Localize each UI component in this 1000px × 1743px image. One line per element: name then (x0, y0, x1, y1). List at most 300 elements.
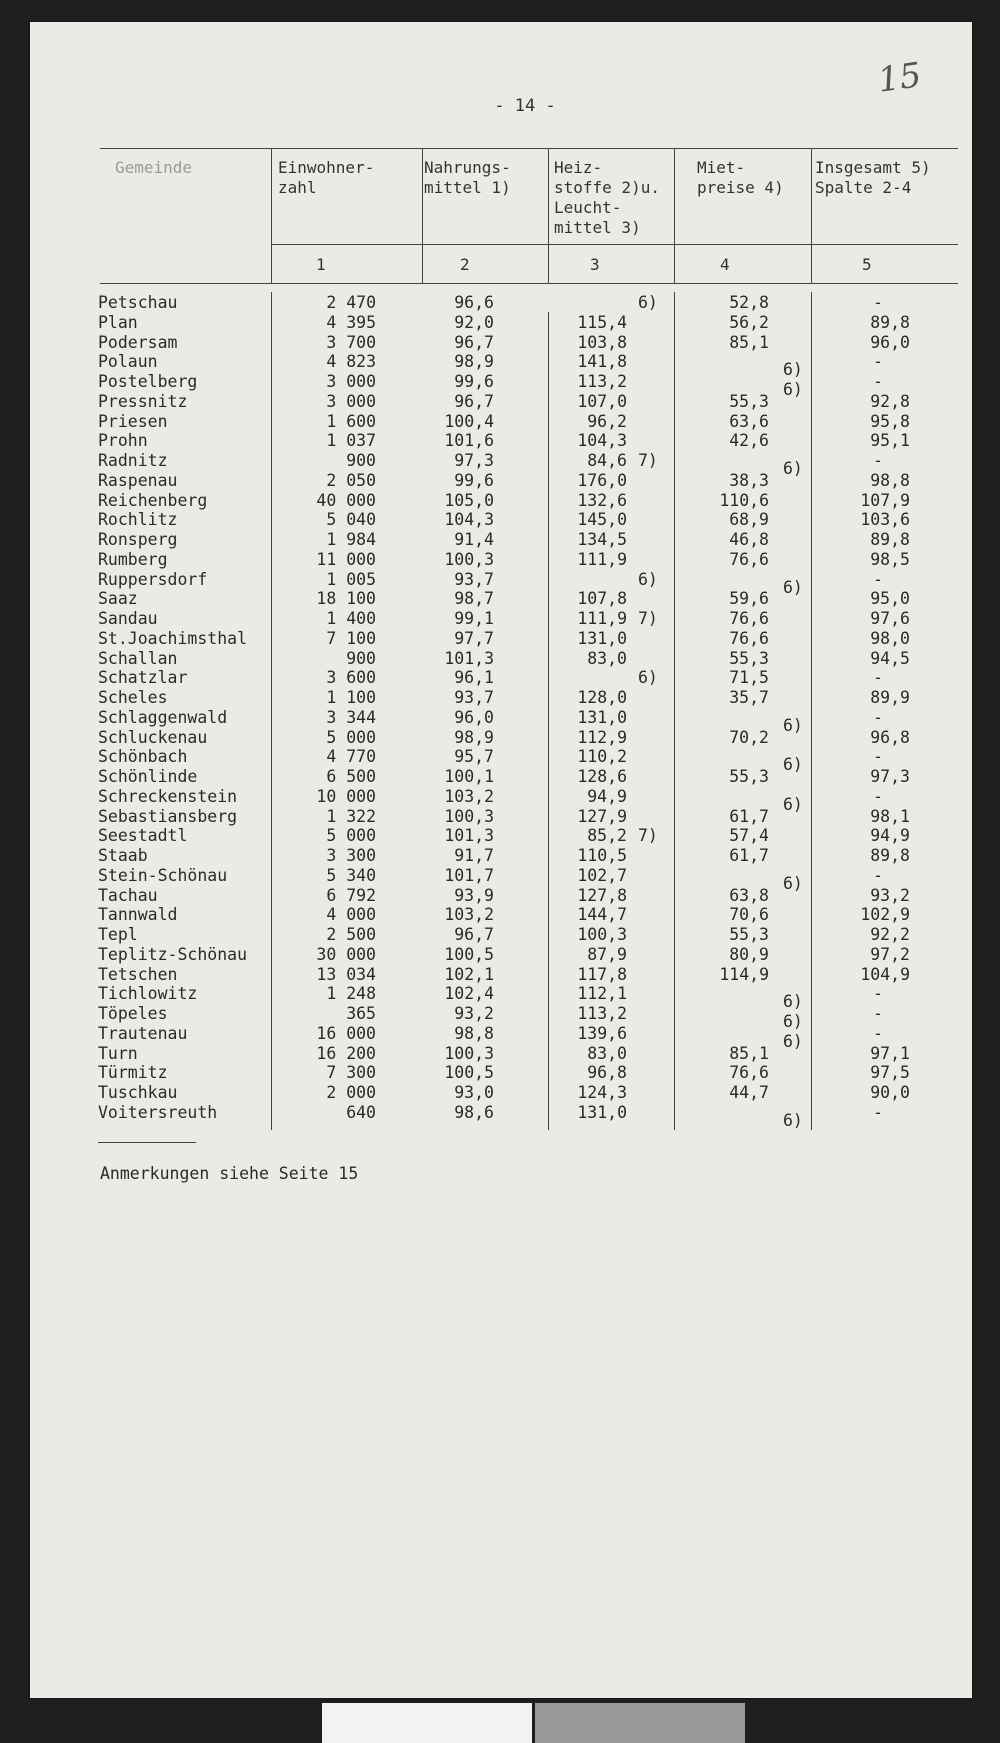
nahrungsmittel-cell: 93,9 (454, 885, 494, 905)
mietpreise-note: 6) (783, 1031, 803, 1051)
table-row (0, 905, 1000, 925)
einwohnerzahl-cell: 4 770 (326, 747, 376, 767)
insgesamt-cell: - (873, 747, 883, 767)
heizstoffe-cell: 84,6 (587, 451, 627, 470)
calibration-strip-white (322, 1703, 532, 1743)
insgesamt-cell: 92,2 (870, 925, 910, 944)
table-row (0, 1004, 1000, 1031)
gemeinde-cell: Seestadtl (98, 826, 188, 846)
einwohnerzahl-cell: 2 470 (326, 293, 376, 312)
heizstoffe-note: 7) (638, 451, 658, 470)
heizstoffe-cell: 131,0 (577, 1102, 627, 1122)
nahrungsmittel-cell: 100,3 (444, 1043, 494, 1063)
gemeinde-cell: Schlaggenwald (98, 707, 228, 727)
heizstoffe-cell: 94,9 (587, 786, 627, 806)
insgesamt-cell: - (873, 668, 883, 688)
mietpreise-note: 6) (783, 1110, 803, 1130)
nahrungsmittel-cell: 96,7 (454, 925, 494, 944)
einwohnerzahl-cell: 1 984 (326, 530, 376, 549)
nahrungsmittel-cell: 99,1 (454, 609, 494, 628)
table-row (0, 431, 1000, 451)
insgesamt-cell: 97,1 (870, 1043, 910, 1063)
nahrungsmittel-cell: 100,1 (444, 767, 494, 786)
einwohnerzahl-cell: 2 000 (326, 1083, 376, 1102)
insgesamt-cell: 98,5 (870, 549, 910, 569)
einwohnerzahl-cell: 1 037 (326, 431, 376, 451)
mietpreise-cell: 63,8 (729, 885, 769, 905)
mietpreise-cell: 56,2 (729, 312, 769, 332)
mietpreise-note: 6) (783, 992, 803, 1012)
gemeinde-cell: Plan (98, 312, 138, 332)
gemeinde-cell: Prohn (98, 431, 148, 451)
mietpreise-cell: 46,8 (729, 530, 769, 549)
heizstoffe-cell: 96,2 (587, 411, 627, 431)
table-row (0, 807, 1000, 827)
einwohnerzahl-cell: 900 (346, 648, 376, 668)
mietpreise-cell: 85,1 (729, 332, 769, 352)
einwohnerzahl-cell: 2 500 (326, 925, 376, 944)
nahrungsmittel-cell: 93,7 (454, 569, 494, 589)
mietpreise-cell: 110,6 (719, 490, 769, 510)
header-gemeinde: Gemeinde (115, 158, 193, 177)
heizstoffe-cell: 96,8 (587, 1063, 627, 1083)
insgesamt-cell: 90,0 (870, 1083, 910, 1102)
insgesamt-cell: - (873, 1102, 883, 1122)
header-separator-1 (271, 148, 272, 283)
gemeinde-cell: Ruppersdorf (98, 569, 208, 589)
table-row (0, 1102, 1000, 1130)
mietpreise-note: 6) (783, 755, 803, 775)
table-row (0, 313, 1000, 333)
nahrungsmittel-cell: 97,7 (454, 628, 494, 648)
insgesamt-cell: 96,8 (870, 727, 910, 747)
insgesamt-cell: 94,5 (870, 648, 910, 668)
insgesamt-cell: 89,8 (870, 530, 910, 549)
gemeinde-cell: Schluckenau (98, 727, 208, 747)
gemeinde-cell: Pressnitz (98, 391, 188, 411)
mietpreise-cell: 71,5 (729, 668, 769, 688)
gemeinde-cell: Schönlinde (98, 767, 198, 786)
nahrungsmittel-cell: 101,3 (444, 648, 494, 668)
header-divider-rule (272, 244, 958, 245)
table-row (0, 925, 1000, 945)
insgesamt-cell: - (873, 569, 883, 589)
nahrungsmittel-cell: 105,0 (444, 490, 494, 510)
einwohnerzahl-cell: 1 248 (326, 984, 376, 1004)
insgesamt-cell: 89,9 (870, 688, 910, 707)
gemeinde-cell: Töpeles (98, 1004, 168, 1023)
column-number-2: 2 (460, 255, 470, 274)
nahrungsmittel-cell: 92,0 (454, 312, 494, 332)
table-row (0, 471, 1000, 491)
table-row (0, 786, 1000, 814)
einwohnerzahl-cell: 4 395 (326, 312, 376, 332)
header-insgesamt: Insgesamt 5) Spalte 2-4 (815, 158, 931, 197)
nahrungsmittel-cell: 96,7 (454, 391, 494, 411)
heizstoffe-cell: 100,3 (577, 925, 627, 944)
table-row (0, 1023, 1000, 1051)
mietpreise-note: 6) (783, 459, 803, 478)
nahrungsmittel-cell: 96,6 (454, 293, 494, 312)
heizstoffe-cell: 83,0 (587, 1043, 627, 1063)
mietpreise-cell: 85,1 (729, 1043, 769, 1063)
mietpreise-cell: 70,6 (729, 905, 769, 925)
gemeinde-cell: Tichlowitz (98, 984, 198, 1004)
table-row (0, 372, 1000, 399)
einwohnerzahl-cell: 2 050 (326, 470, 376, 490)
einwohnerzahl-cell: 3 300 (326, 846, 376, 865)
gemeinde-cell: Türmitz (98, 1063, 168, 1083)
heizstoffe-cell: 176,0 (577, 470, 627, 490)
einwohnerzahl-cell: 5 340 (326, 865, 376, 885)
footnote-text: Anmerkungen siehe Seite 15 (100, 1164, 359, 1183)
nahrungsmittel-cell: 101,3 (444, 826, 494, 846)
heizstoffe-cell: 117,8 (577, 964, 627, 984)
mietpreise-cell: 76,6 (729, 628, 769, 648)
insgesamt-cell: - (873, 1023, 883, 1043)
einwohnerzahl-cell: 3 344 (326, 707, 376, 727)
einwohnerzahl-cell: 1 100 (326, 688, 376, 707)
gemeinde-cell: Sebastiansberg (98, 806, 238, 826)
insgesamt-cell: - (873, 786, 883, 806)
gemeinde-cell: Turn (98, 1043, 138, 1063)
gemeinde-cell: Podersam (98, 332, 178, 352)
table-row (0, 352, 1000, 380)
insgesamt-cell: - (873, 865, 883, 885)
heizstoffe-cell: 115,4 (577, 312, 627, 332)
einwohnerzahl-cell: 11 000 (316, 549, 376, 569)
heizstoffe-note: 6) (638, 668, 658, 688)
insgesamt-cell: - (873, 707, 883, 727)
einwohnerzahl-cell: 16 200 (316, 1043, 376, 1063)
einwohnerzahl-cell: 1 005 (326, 569, 376, 589)
einwohnerzahl-cell: 1 400 (326, 609, 376, 628)
table-row (0, 668, 1000, 688)
insgesamt-cell: 89,8 (870, 846, 910, 865)
header-heizstoffe: Heiz- stoffe 2)u. Leucht- mittel 3) (554, 158, 660, 237)
mietpreise-cell: 68,9 (729, 510, 769, 530)
mietpreise-cell: 55,3 (729, 925, 769, 944)
table-row (0, 392, 1000, 412)
heizstoffe-cell: 131,0 (577, 628, 627, 648)
einwohnerzahl-cell: 40 000 (316, 490, 376, 510)
gemeinde-cell: Postelberg (98, 372, 198, 391)
heizstoffe-cell: 83,0 (587, 648, 627, 668)
gemeinde-cell: Radnitz (98, 451, 168, 470)
mietpreise-note: 6) (783, 715, 803, 735)
table-row (0, 945, 1000, 965)
heizstoffe-cell: 145,0 (577, 510, 627, 530)
table-row (0, 609, 1000, 629)
table-row (0, 688, 1000, 708)
heizstoffe-cell: 103,8 (577, 332, 627, 352)
calibration-strip-gray (535, 1703, 745, 1743)
mietpreise-cell: 44,7 (729, 1083, 769, 1102)
table-row (0, 886, 1000, 906)
header-separator-5 (811, 148, 812, 283)
heizstoffe-note: 6) (638, 293, 658, 312)
nahrungsmittel-cell: 93,0 (454, 1083, 494, 1102)
insgesamt-cell: 97,6 (870, 609, 910, 628)
header-bottom-rule (100, 283, 958, 284)
mietpreise-note: 6) (783, 360, 803, 380)
table-row (0, 826, 1000, 846)
header-separator-4 (674, 148, 675, 283)
einwohnerzahl-cell: 3 600 (326, 668, 376, 688)
insgesamt-cell: 103,6 (860, 510, 910, 530)
nahrungsmittel-cell: 101,6 (444, 431, 494, 451)
insgesamt-cell: 95,8 (870, 411, 910, 431)
gemeinde-cell: Polaun (98, 352, 158, 372)
table-row (0, 767, 1000, 787)
insgesamt-cell: 102,9 (860, 905, 910, 925)
table-row (0, 412, 1000, 432)
table-row (0, 589, 1000, 609)
einwohnerzahl-cell: 16 000 (316, 1023, 376, 1043)
heizstoffe-cell: 112,1 (577, 984, 627, 1004)
table-row (0, 550, 1000, 570)
gemeinde-cell: Teplitz-Schönau (98, 944, 248, 964)
insgesamt-cell: 107,9 (860, 490, 910, 510)
heizstoffe-cell: 134,5 (577, 530, 627, 549)
heizstoffe-cell: 124,3 (577, 1083, 627, 1102)
nahrungsmittel-cell: 98,9 (454, 727, 494, 747)
gemeinde-cell: Voitersreuth (98, 1102, 218, 1122)
heizstoffe-cell: 107,0 (577, 391, 627, 411)
heizstoffe-cell: 131,0 (577, 707, 627, 727)
insgesamt-cell: - (873, 1004, 883, 1023)
einwohnerzahl-cell: 3 700 (326, 332, 376, 352)
nahrungsmittel-cell: 96,0 (454, 707, 494, 727)
insgesamt-cell: 97,5 (870, 1063, 910, 1083)
heizstoffe-note: 6) (638, 569, 658, 589)
nahrungsmittel-cell: 97,3 (454, 451, 494, 470)
heizstoffe-cell: 85,2 (587, 826, 627, 846)
insgesamt-cell: - (873, 984, 883, 1004)
table-row (0, 865, 1000, 893)
insgesamt-cell: - (873, 372, 883, 391)
heizstoffe-cell: 111,9 (577, 549, 627, 569)
nahrungsmittel-cell: 100,3 (444, 549, 494, 569)
einwohnerzahl-cell: 365 (346, 1004, 376, 1023)
nahrungsmittel-cell: 93,7 (454, 688, 494, 707)
heizstoffe-cell: 127,9 (577, 806, 627, 826)
mietpreise-note: 6) (783, 1012, 803, 1031)
heizstoffe-cell: 141,8 (577, 352, 627, 372)
heizstoffe-cell: 111,9 (577, 609, 627, 628)
mietpreise-cell: 70,2 (729, 727, 769, 747)
gemeinde-cell: Schönbach (98, 747, 188, 767)
heizstoffe-cell: 110,5 (577, 846, 627, 865)
einwohnerzahl-cell: 4 000 (326, 905, 376, 925)
einwohnerzahl-cell: 6 792 (326, 885, 376, 905)
nahrungsmittel-cell: 102,1 (444, 964, 494, 984)
gemeinde-cell: Priesen (98, 411, 168, 431)
gemeinde-cell: Rumberg (98, 549, 168, 569)
einwohnerzahl-cell: 13 034 (316, 964, 376, 984)
table-row (0, 1083, 1000, 1103)
table-row (0, 747, 1000, 775)
einwohnerzahl-cell: 3 000 (326, 391, 376, 411)
mietpreise-cell: 35,7 (729, 688, 769, 707)
table-row (0, 1063, 1000, 1083)
einwohnerzahl-cell: 640 (346, 1102, 376, 1122)
insgesamt-cell: 97,2 (870, 944, 910, 964)
page-number: - 14 - (494, 96, 556, 116)
mietpreise-cell: 55,3 (729, 767, 769, 786)
nahrungsmittel-cell: 96,7 (454, 332, 494, 352)
table-row (0, 530, 1000, 550)
nahrungsmittel-cell: 101,7 (444, 865, 494, 885)
mietpreise-cell: 55,3 (729, 391, 769, 411)
mietpreise-cell: 61,7 (729, 846, 769, 865)
nahrungsmittel-cell: 103,2 (444, 786, 494, 806)
einwohnerzahl-cell: 7 300 (326, 1063, 376, 1083)
table-row (0, 728, 1000, 748)
mietpreise-cell: 57,4 (729, 826, 769, 846)
nahrungsmittel-cell: 100,4 (444, 411, 494, 431)
gemeinde-cell: Raspenau (98, 470, 178, 490)
einwohnerzahl-cell: 10 000 (316, 786, 376, 806)
mietpreise-cell: 61,7 (729, 806, 769, 826)
table-row (0, 984, 1000, 1012)
heizstoffe-cell: 127,8 (577, 885, 627, 905)
nahrungsmittel-cell: 98,7 (454, 589, 494, 609)
nahrungsmittel-cell: 91,7 (454, 846, 494, 865)
gemeinde-cell: Ronsperg (98, 530, 178, 549)
nahrungsmittel-cell: 98,6 (454, 1102, 494, 1122)
heizstoffe-cell: 113,2 (577, 1004, 627, 1023)
nahrungsmittel-cell: 99,6 (454, 372, 494, 391)
insgesamt-cell: 92,8 (870, 391, 910, 411)
nahrungsmittel-cell: 104,3 (444, 510, 494, 530)
insgesamt-cell: 98,8 (870, 470, 910, 490)
nahrungsmittel-cell: 99,6 (454, 470, 494, 490)
mietpreise-cell: 76,6 (729, 609, 769, 628)
nahrungsmittel-cell: 100,5 (444, 1063, 494, 1083)
gemeinde-cell: Petschau (98, 293, 178, 312)
column-number-4: 4 (720, 255, 730, 274)
gemeinde-cell: Tachau (98, 885, 158, 905)
einwohnerzahl-cell: 900 (346, 451, 376, 470)
gemeinde-cell: Sandau (98, 609, 158, 628)
mietpreise-cell: 63,6 (729, 411, 769, 431)
gemeinde-cell: Tepl (98, 925, 138, 944)
header-separator-3 (548, 148, 549, 283)
mietpreise-cell: 114,9 (719, 964, 769, 984)
table-row (0, 333, 1000, 353)
gemeinde-cell: Tuschkau (98, 1083, 178, 1102)
gemeinde-cell: St.Joachimsthal (98, 628, 248, 648)
einwohnerzahl-cell: 18 100 (316, 589, 376, 609)
mietpreise-cell: 38,3 (729, 470, 769, 490)
table-row (0, 846, 1000, 866)
heizstoffe-cell: 112,9 (577, 727, 627, 747)
mietpreise-cell: 76,6 (729, 549, 769, 569)
column-number-1: 1 (316, 255, 326, 274)
table-row (0, 629, 1000, 649)
insgesamt-cell: - (873, 352, 883, 372)
header-nahrungsmittel: Nahrungs- mittel 1) (424, 158, 511, 197)
table-row (0, 293, 1000, 313)
column-number-5: 5 (862, 255, 872, 274)
heizstoffe-cell: 132,6 (577, 490, 627, 510)
insgesamt-cell: 104,9 (860, 964, 910, 984)
insgesamt-cell: 97,3 (870, 767, 910, 786)
table-row (0, 491, 1000, 511)
table-row (0, 707, 1000, 735)
insgesamt-cell: - (873, 293, 883, 312)
insgesamt-cell: 95,1 (870, 431, 910, 451)
heizstoffe-cell: 128,6 (577, 767, 627, 786)
insgesamt-cell: 93,2 (870, 885, 910, 905)
insgesamt-cell: - (873, 451, 883, 470)
insgesamt-cell: 95,0 (870, 589, 910, 609)
nahrungsmittel-cell: 103,2 (444, 905, 494, 925)
nahrungsmittel-cell: 102,4 (444, 984, 494, 1004)
heizstoffe-note: 7) (638, 609, 658, 628)
einwohnerzahl-cell: 30 000 (316, 944, 376, 964)
gemeinde-cell: Reichenberg (98, 490, 208, 510)
heizstoffe-cell: 113,2 (577, 372, 627, 391)
gemeinde-cell: Schallan (98, 648, 178, 668)
header-einwohnerzahl: Einwohner- zahl (278, 158, 375, 197)
insgesamt-cell: 98,0 (870, 628, 910, 648)
insgesamt-cell: 89,8 (870, 312, 910, 332)
insgesamt-cell: 98,1 (870, 806, 910, 826)
mietpreise-cell: 59,6 (729, 589, 769, 609)
handwritten-folio-number: 15 (875, 55, 924, 101)
insgesamt-cell: 96,0 (870, 332, 910, 352)
gemeinde-cell: Scheles (98, 688, 168, 707)
gemeinde-cell: Staab (98, 846, 148, 865)
mietpreise-note: 6) (783, 577, 803, 597)
mietpreise-cell: 52,8 (729, 293, 769, 312)
einwohnerzahl-cell: 3 000 (326, 372, 376, 391)
einwohnerzahl-cell: 1 600 (326, 411, 376, 431)
heizstoffe-cell: 110,2 (577, 747, 627, 767)
table-row (0, 451, 1000, 478)
table-row (0, 510, 1000, 530)
heizstoffe-note: 7) (638, 826, 658, 846)
header-mietpreise: Miet- preise 4) (697, 158, 784, 197)
table-row (0, 649, 1000, 669)
footnote-rule (98, 1142, 196, 1143)
nahrungsmittel-cell: 96,1 (454, 668, 494, 688)
table-top-rule (100, 148, 958, 149)
nahrungsmittel-cell: 91,4 (454, 530, 494, 549)
gemeinde-cell: Tannwald (98, 905, 178, 925)
table-row (0, 569, 1000, 597)
mietpreise-cell: 42,6 (729, 431, 769, 451)
mietpreise-cell: 80,9 (729, 944, 769, 964)
einwohnerzahl-cell: 7 100 (326, 628, 376, 648)
nahrungsmittel-cell: 95,7 (454, 747, 494, 767)
table-row (0, 965, 1000, 985)
mietpreise-note: 6) (783, 380, 803, 399)
nahrungsmittel-cell: 98,8 (454, 1023, 494, 1043)
mietpreise-cell: 76,6 (729, 1063, 769, 1083)
header-separator-2 (422, 148, 423, 283)
mietpreise-cell: 55,3 (729, 648, 769, 668)
gemeinde-cell: Saaz (98, 589, 138, 609)
gemeinde-cell: Rochlitz (98, 510, 178, 530)
nahrungsmittel-cell: 93,2 (454, 1004, 494, 1023)
heizstoffe-cell: 87,9 (587, 944, 627, 964)
column-number-3: 3 (590, 255, 600, 274)
insgesamt-cell: 94,9 (870, 826, 910, 846)
einwohnerzahl-cell: 5 000 (326, 826, 376, 846)
